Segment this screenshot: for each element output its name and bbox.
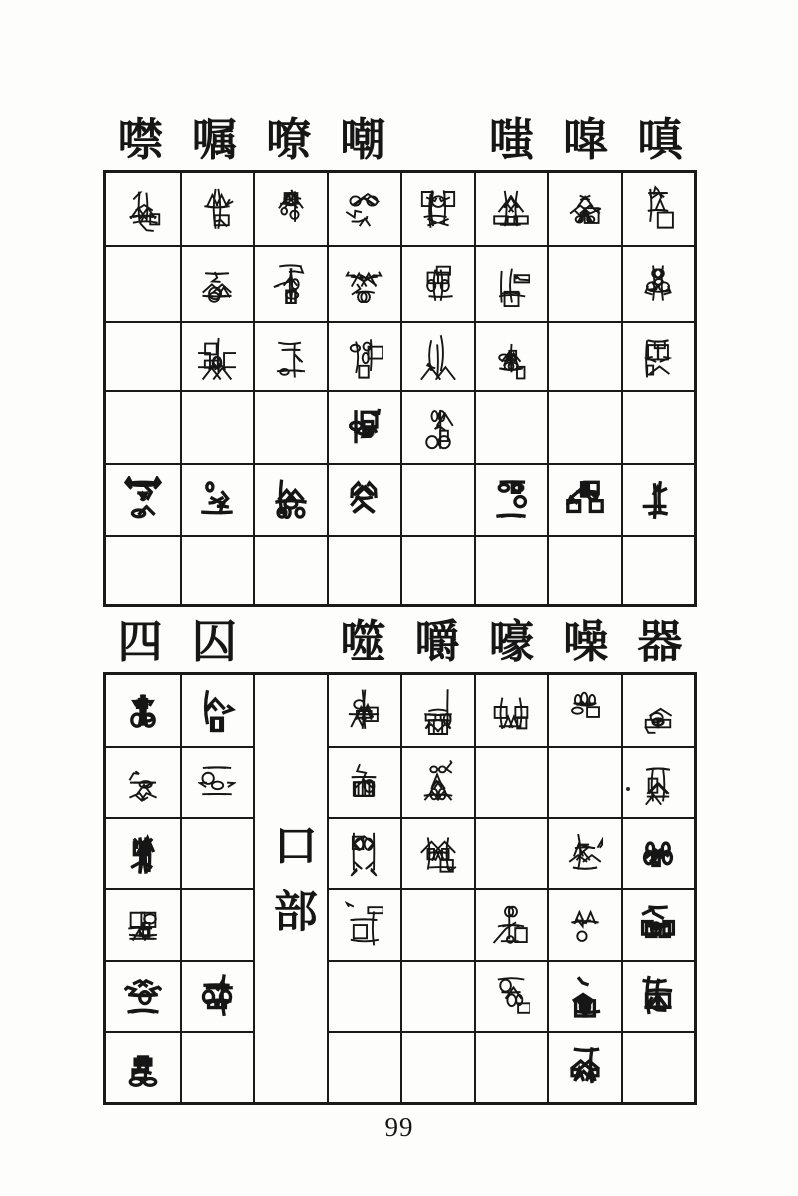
empty-cell (180, 390, 254, 463)
ancient-glyph-cell (400, 390, 474, 463)
ancient-script-glyph (639, 260, 677, 308)
ancient-glyph-cell (474, 675, 548, 746)
head-char-hao: 噑 (563, 115, 609, 165)
ancient-glyph-cell (621, 817, 695, 888)
ancient-glyph-cell (106, 960, 180, 1031)
ancient-glyph-cell (547, 960, 621, 1031)
ancient-script-glyph (198, 759, 236, 807)
head-char-spacer (252, 610, 326, 668)
empty-cell (547, 535, 621, 604)
head-char-chi: 嗤 (488, 115, 534, 165)
ancient-script-glyph (124, 972, 162, 1020)
ancient-script-glyph (345, 901, 383, 949)
ancient-glyph-cell (547, 173, 621, 245)
empty-cell (621, 535, 695, 604)
ancient-script-glyph (492, 901, 530, 949)
ancient-glyph-cell (327, 390, 401, 463)
ancient-script-glyph (124, 687, 162, 735)
ancient-glyph-cell (106, 817, 180, 888)
empty-cell (327, 960, 401, 1031)
ancient-script-glyph (345, 759, 383, 807)
ancient-glyph-cell (253, 321, 327, 390)
ancient-script-glyph (566, 687, 604, 735)
empty-cell (621, 390, 695, 463)
lower-head-character-row (103, 610, 697, 668)
ancient-script-glyph (272, 185, 310, 233)
empty-cell (474, 390, 548, 463)
empty-cell (180, 535, 254, 604)
ancient-script-glyph (419, 185, 457, 233)
head-char-qiu: 囚 (191, 617, 237, 667)
head-char-jin: 噤 (117, 115, 163, 165)
ancient-script-glyph (272, 260, 310, 308)
ancient-glyph-cell (621, 960, 695, 1031)
empty-cell (400, 535, 474, 604)
ancient-script-glyph (198, 260, 236, 308)
ancient-glyph-cell (253, 173, 327, 245)
ancient-glyph-cell (621, 173, 695, 245)
empty-cell (474, 1031, 548, 1102)
ancient-script-glyph (566, 476, 604, 524)
head-char-luan: 𡅀 (419, 115, 455, 165)
ancient-script-glyph (124, 901, 162, 949)
head-char-jue: 嚼 (414, 617, 460, 667)
ancient-glyph-cell (621, 675, 695, 746)
ancient-glyph-cell (180, 746, 254, 817)
empty-cell (547, 245, 621, 321)
empty-cell (253, 390, 327, 463)
ancient-script-glyph (198, 972, 236, 1020)
empty-cell (474, 746, 548, 817)
ancient-glyph-cell (180, 173, 254, 245)
ancient-script-glyph (272, 333, 310, 381)
ancient-glyph-cell (253, 245, 327, 321)
ancient-glyph-cell (327, 888, 401, 959)
empty-cell (547, 390, 621, 463)
ancient-glyph-cell (547, 888, 621, 959)
head-char-hao2: 嚎 (488, 617, 534, 667)
ancient-glyph-cell (327, 675, 401, 746)
ancient-script-glyph (639, 830, 677, 878)
ancient-script-glyph (566, 901, 604, 949)
ancient-glyph-cell (400, 245, 474, 321)
ancient-glyph-cell (474, 245, 548, 321)
empty-cell (474, 535, 548, 604)
ancient-glyph-cell (180, 245, 254, 321)
ancient-script-glyph (345, 476, 383, 524)
ancient-glyph-cell (474, 888, 548, 959)
ancient-glyph-cell (180, 463, 254, 535)
ancient-script-glyph (124, 185, 162, 233)
ancient-script-glyph (639, 972, 677, 1020)
ancient-script-glyph (639, 185, 677, 233)
ancient-glyph-cell (400, 173, 474, 245)
empty-cell (106, 321, 180, 390)
ancient-script-glyph (124, 759, 162, 807)
ancient-script-glyph (198, 687, 236, 735)
ancient-script-glyph (492, 260, 530, 308)
ancient-script-glyph (198, 185, 236, 233)
ancient-glyph-cell (327, 817, 401, 888)
ancient-script-glyph (639, 476, 677, 524)
ancient-glyph-cell (106, 888, 180, 959)
empty-cell (106, 390, 180, 463)
head-char-liao: 嘹 (266, 115, 312, 165)
ancient-script-glyph (124, 476, 162, 524)
ancient-glyph-cell (621, 245, 695, 321)
ancient-glyph-cell (106, 675, 180, 746)
ancient-script-glyph (566, 1043, 604, 1091)
radical-section-label: 口部 (253, 675, 327, 1102)
ancient-script-glyph (345, 185, 383, 233)
lower-glyph-grid (103, 672, 697, 1105)
ancient-script-glyph (198, 476, 236, 524)
empty-cell (547, 321, 621, 390)
ancient-glyph-cell (106, 173, 180, 245)
empty-cell (621, 1031, 695, 1102)
ancient-script-glyph (419, 687, 457, 735)
ancient-glyph-cell (547, 1031, 621, 1102)
scan-speck (626, 787, 630, 791)
ancient-glyph-cell (400, 675, 474, 746)
ancient-script-glyph (345, 404, 383, 452)
empty-cell (327, 1031, 401, 1102)
ancient-script-glyph (345, 260, 383, 308)
ancient-script-glyph (639, 687, 677, 735)
empty-cell (180, 817, 254, 888)
ancient-glyph-cell (106, 463, 180, 535)
ancient-script-glyph (419, 404, 457, 452)
ancient-glyph-cell (621, 888, 695, 959)
empty-cell (180, 888, 254, 959)
ancient-glyph-cell (327, 245, 401, 321)
ancient-glyph-cell (253, 463, 327, 535)
ancient-script-glyph (492, 972, 530, 1020)
ancient-glyph-cell (474, 960, 548, 1031)
ancient-glyph-cell (400, 321, 474, 390)
ancient-script-glyph (639, 901, 677, 949)
empty-cell (547, 746, 621, 817)
head-char-zao: 噪 (563, 617, 609, 667)
ancient-script-glyph (124, 1043, 162, 1091)
ancient-script-glyph (345, 687, 383, 735)
ancient-script-glyph (492, 185, 530, 233)
ancient-glyph-cell (547, 817, 621, 888)
empty-cell (400, 888, 474, 959)
empty-cell (327, 535, 401, 604)
empty-cell (400, 463, 474, 535)
ancient-glyph-cell (474, 321, 548, 390)
ancient-glyph-cell (400, 817, 474, 888)
ancient-glyph-cell (106, 746, 180, 817)
head-char-si: 四 (117, 617, 163, 667)
ancient-script-glyph (419, 759, 457, 807)
head-char-zhu: 嘱 (191, 115, 237, 165)
ancient-glyph-cell (621, 463, 695, 535)
ancient-script-glyph (419, 260, 457, 308)
ancient-glyph-cell (106, 1031, 180, 1102)
upper-glyph-grid (103, 170, 697, 607)
head-char-shi: 噬 (340, 617, 386, 667)
ancient-script-glyph (492, 333, 530, 381)
empty-cell (400, 1031, 474, 1102)
ancient-script-glyph (272, 476, 310, 524)
ancient-glyph-cell (547, 463, 621, 535)
ancient-glyph-cell (327, 173, 401, 245)
ancient-glyph-cell (621, 746, 695, 817)
empty-cell (400, 960, 474, 1031)
empty-cell (106, 245, 180, 321)
ancient-script-glyph (419, 830, 457, 878)
ancient-glyph-cell (400, 746, 474, 817)
ancient-script-glyph (419, 333, 457, 381)
ancient-glyph-cell (327, 321, 401, 390)
ancient-script-glyph (639, 333, 677, 381)
empty-cell (106, 535, 180, 604)
ancient-glyph-cell (180, 321, 254, 390)
upper-head-character-row (103, 102, 697, 166)
empty-cell (474, 817, 548, 888)
ancient-glyph-cell (180, 960, 254, 1031)
empty-cell (253, 535, 327, 604)
page-number: 99 (384, 1112, 414, 1142)
ancient-glyph-cell (180, 675, 254, 746)
ancient-glyph-cell (474, 173, 548, 245)
ancient-glyph-cell (621, 321, 695, 390)
ancient-script-glyph (345, 830, 383, 878)
head-char-chen: 嗔 (637, 115, 683, 165)
ancient-script-glyph (639, 759, 677, 807)
ancient-script-glyph (124, 830, 162, 878)
ancient-glyph-cell (327, 463, 401, 535)
head-char-qi: 器 (637, 617, 683, 667)
ancient-glyph-cell (474, 463, 548, 535)
ancient-glyph-cell (547, 675, 621, 746)
ancient-glyph-cell (327, 746, 401, 817)
ancient-script-glyph (566, 185, 604, 233)
empty-cell (180, 1031, 254, 1102)
ancient-script-glyph (492, 687, 530, 735)
ancient-script-glyph (566, 972, 604, 1020)
head-char-chao: 嘲 (340, 115, 386, 165)
ancient-script-glyph (492, 476, 530, 524)
ancient-script-glyph (566, 830, 604, 878)
ancient-script-glyph (198, 333, 236, 381)
ancient-script-glyph (345, 333, 383, 381)
